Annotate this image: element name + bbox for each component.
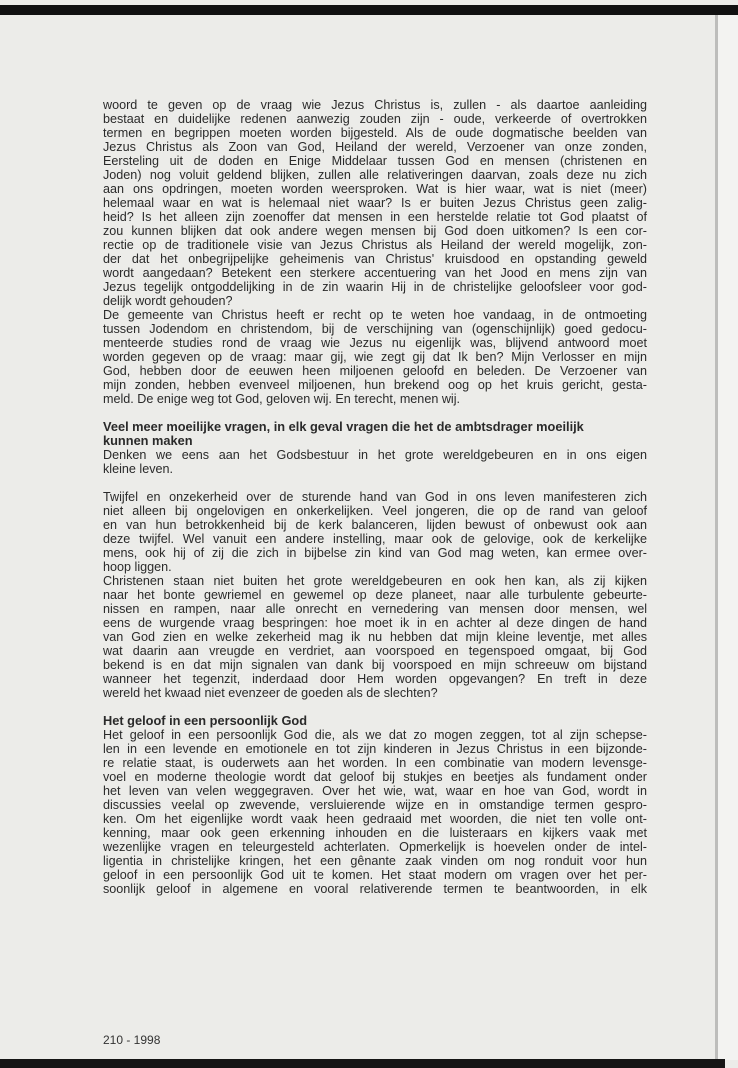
text-line: zou kunnen blijken dat ook andere wegen mensen bij God doen uitkomen? Is een cor- (103, 224, 647, 238)
text-line: Twijfel en onzekerheid over de sturende hand van God in ons leven manifesteren zich (103, 490, 647, 504)
text-line: menteerde studies rond de vraag wie Jezus nu eigenlijk was, blijvend antwoord moet (103, 336, 647, 350)
text-line: meld. De enige weg tot God, geloven wij. En terecht, menen wij. (103, 392, 461, 406)
section-heading-line: Het geloof in een persoonlijk God (103, 713, 308, 728)
text-line: len in een levende en emotionele en tot zijn kinderen in Jezus Christus in een bijzonde- (103, 742, 647, 756)
text-line: worden gegeven op de vraag: maar gij, wie zegt gij dat Ik ben? Mijn Verlosser en mijn (103, 350, 647, 364)
text-line: bestaat en duidelijke redenen aanwezig zouden zijn - oude, verkeerde of overtrokken (103, 112, 647, 126)
text-line: De gemeente van Christus heeft er recht op te weten hoe vandaag, in de ontmoeting (103, 308, 647, 322)
section-heading-line: kunnen maken (103, 433, 193, 448)
text-line: wezenlijke vragen en teleurgesteld achterlaten. Opmerkelijk is hoevelen onder de intel- (103, 840, 647, 854)
text-line: van God zien en welke zekerheid mag ik nu hebben dat mijn kleine leventje, met alles (103, 630, 647, 644)
text-line: wanneer het tegenzit, inderdaad door Hem worden opgevangen? En treft in deze (103, 672, 647, 686)
text-line: ligentia in christelijke kringen, het een gênante zaak vinden om nog ronduit voor hun (103, 854, 647, 868)
blank-line (103, 476, 647, 490)
text-line: Denken we eens aan het Godsbestuur in het grote wereldgebeuren en in ons eigen (103, 448, 647, 462)
scan-right-margin (718, 15, 738, 1060)
text-line: bekend is en dat mijn signalen van dank bij voorspoed en mijn schreeuw om bijstand (103, 658, 647, 672)
text-line: delijk wordt gehouden? (103, 294, 233, 308)
text-line: voel en moderne theologie wordt dat geloof bij stukjes en beetjes als fundament onder (103, 770, 647, 784)
text-line: helemaal waar en wat is helemaal niet waar? Is er buiten Jezus Christus geen zalig- (103, 196, 647, 210)
text-line: wat daarin aan vreugde en verdriet, aan voorspoed en tegenspoed omgaat, bij God (103, 644, 647, 658)
text-line: heid? Is het alleen zijn zoenoffer dat mensen in een herstelde relatie tot God plaatst of (103, 210, 647, 224)
text-line: Het geloof in een persoonlijk God die, als we dat zo mogen zeggen, tot al zijn schepse- (103, 728, 647, 742)
text-line: discussies veelal op zwevende, versluierende wijze en in omstandige termen gespro- (103, 798, 647, 812)
text-line: en van hun betrokkenheid bij de kerk balanceren, lijden bewust of onbewust ook aan (103, 518, 647, 532)
text-line: Christenen staan niet buiten het grote wereldgebeuren en ook hen kan, als zij kijken (103, 574, 647, 588)
text-line: kleine leven. (103, 462, 174, 476)
text-line: niet alleen bij ongelovigen en onkerkelijken. Veel jongeren, die op de rand van geloof (103, 504, 647, 518)
text-line: tussen Jodendom en christendom, bij de verschijning van (ogenschijnlijk) goed gedocu- (103, 322, 647, 336)
text-line: ken. Om het eigenlijke wordt vaak heen gedraaid met woorden, die niet ten volle ont- (103, 812, 647, 826)
text-line: wordt aangedaan? Betekent een sterkere accentuering van het Jood en mens zijn van (103, 266, 647, 280)
text-line: mens, ook hij of zij die zich in bijbelse zin kind van God mag weten, kan ermee over- (103, 546, 647, 560)
text-line: het leven van velen weggegraven. Over het wie, wat, waar en hoe van God, wordt in (103, 784, 647, 798)
text-line: God, hebben door de eeuwen heen miljoenen geloofd en beleden. De Verzoener van (103, 364, 647, 378)
blank-line (103, 700, 647, 714)
text-line: Joden) nog voluit geldend blijken, zullen alle relativeringen daarvan, zoals deze nu zich (103, 168, 647, 182)
text-line: soonlijk geloof in algemene en vooral relativerende termen te beantwoorden, in elk (103, 882, 647, 896)
text-line: aan ons opdringen, moeten worden weersproken. Wat is hier waar, wat is niet (meer) (103, 182, 647, 196)
text-line: Eersteling uit de doden en Enige Middelaar tussen God en mensen (christenen en (103, 154, 647, 168)
section-heading-line: Veel meer moeilijke vragen, in elk geval vragen die het de ambtsdrager moeilijk (103, 419, 584, 434)
text-line: geloof in een persoonlijk God uit te komen. Het staat modern om vragen over het per- (103, 868, 647, 882)
text-line: eens de wurgende vraag bespringen: hoe moet ik in en achter al deze dingen de hand (103, 616, 647, 630)
text-line: woord te geven op de vraag wie Jezus Christus is, zullen - als daartoe aanleiding (103, 98, 647, 112)
text-line: Jezus tegelijk ontgoddelijking in de zin waarin Hij in de christelijke geloofsleer voor god- (103, 280, 647, 294)
text-line: Jezus Christus als Zoon van God, Heiland der wereld, Verzoener van onze zonden, (103, 140, 647, 154)
scan-top-border (0, 5, 738, 15)
text-line: kenning, maar ook geen erkenning inhouden en die luisteraars en kijkers vaak met (103, 826, 647, 840)
page-number: 210 - 1998 (103, 1033, 161, 1047)
text-line: nissen en rampen, naar alle onrecht en vernedering van mensen door mensen, wel (103, 602, 647, 616)
text-line: hoop liggen. (103, 560, 172, 574)
text-line: termen en begrippen moeten worden bijgesteld. Als de oude dogmatische beelden van (103, 126, 647, 140)
text-line: wereld het kwaad niet evenzeer de goeden als de slechten? (103, 686, 438, 700)
blank-line (103, 406, 647, 420)
text-line: mijn zonden, hebben evenveel miljoenen, hun brekend oog op het kruis gericht, gesta- (103, 378, 647, 392)
text-line: naar het bonte gewriemel en gewemel op deze planeet, naar alle turbulente gebeurte- (103, 588, 647, 602)
text-line: rectie op de traditionele visie van Jezus Christus als Heiland der wereld mogelijk, zon- (103, 238, 647, 252)
text-line: der dat het onbegrijpelijke geheimenis van Christus' kruisdood en opstanding geweld (103, 252, 647, 266)
article-body (103, 98, 647, 896)
text-line: re relatie staat, is ouderwets aan het worden. In een combinatie van modern levensge- (103, 756, 647, 770)
text-line: deze twijfel. Wel vanuit een andere instelling, maar ook de gelovige, ook de kerkelijke (103, 532, 647, 546)
scan-bottom-border (0, 1059, 725, 1068)
